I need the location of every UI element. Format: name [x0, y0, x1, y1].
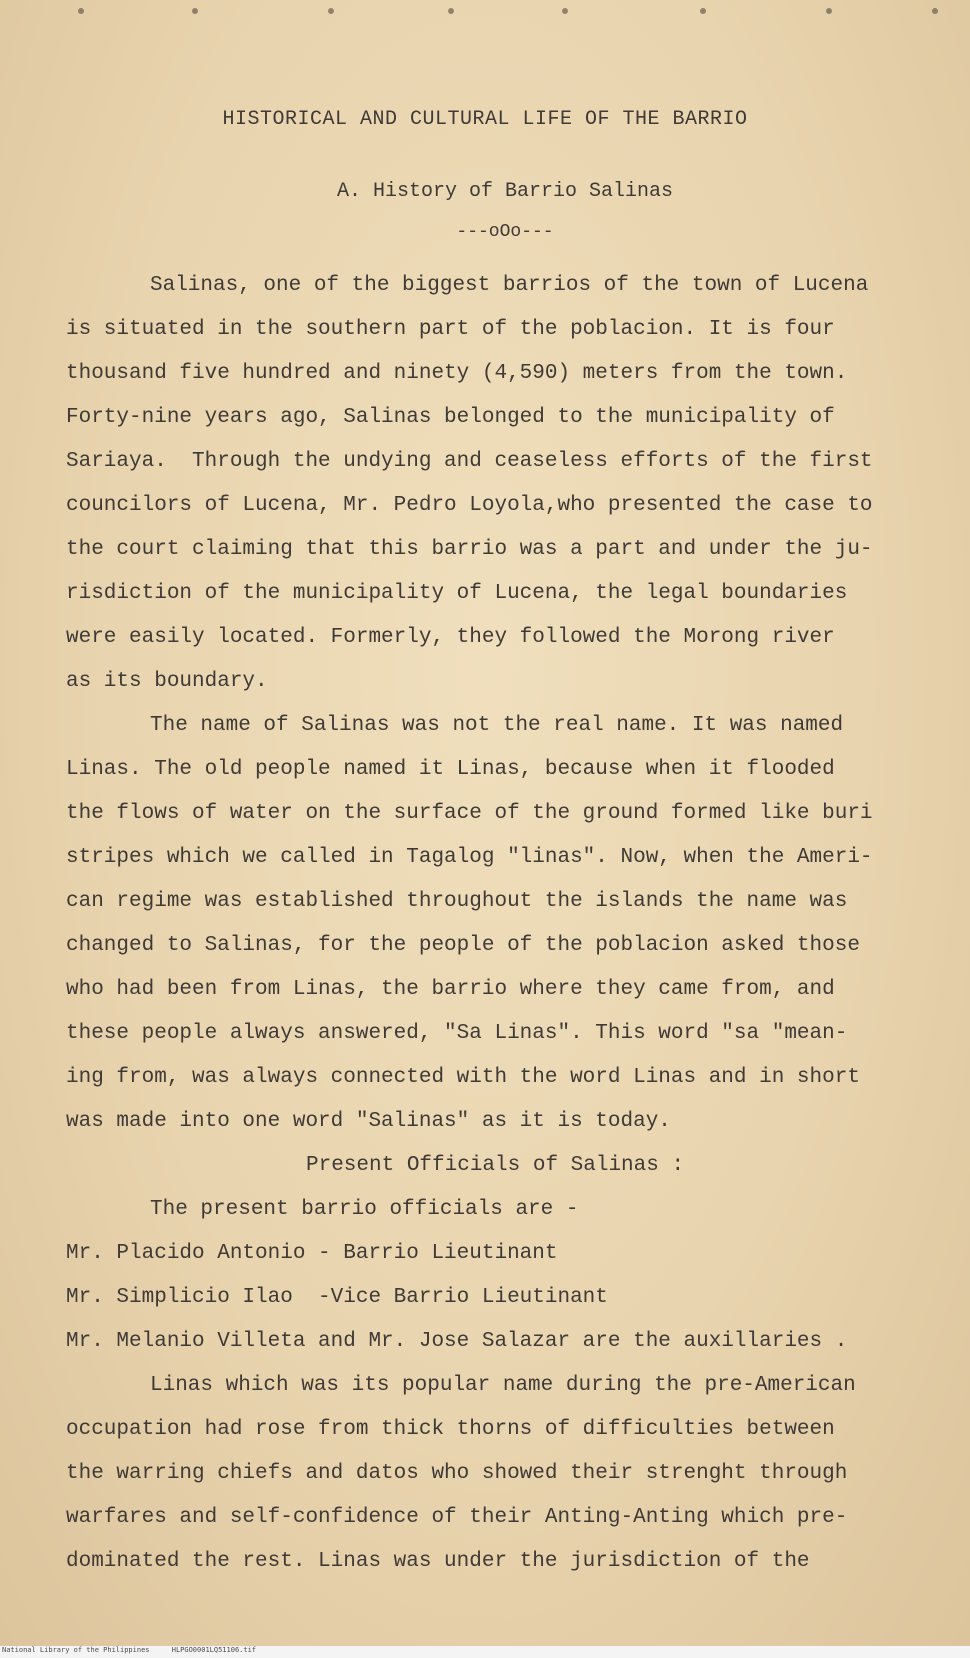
text-line: the court claiming that this barrio was a part and under the ju- — [66, 538, 873, 561]
document-body — [66, 264, 926, 1584]
text-line: these people always answered, "Sa Linas". This word "sa "mean- — [66, 1022, 848, 1045]
text-line: the flows of water on the surface of the ground formed like buri — [66, 802, 873, 825]
tack-mark — [78, 8, 84, 14]
text-line: can regime was established throughout the islands the name was — [66, 890, 848, 913]
official-entry: Mr. Melanio Villeta and Mr. Jose Salazar are the auxillaries . — [66, 1330, 848, 1353]
text-line: Linas. The old people named it Linas, because when it flooded — [66, 758, 835, 781]
tack-mark — [192, 8, 198, 14]
tack-mark — [932, 8, 938, 14]
tack-mark — [448, 8, 454, 14]
text-line: who had been from Linas, the barrio where they came from, and — [66, 978, 835, 1001]
official-entry: Mr. Simplicio Ilao -Vice Barrio Lieutinant — [66, 1286, 608, 1309]
text-line: Sariaya. Through the undying and ceaseless efforts of the first — [66, 450, 873, 473]
text-line: Forty-nine years ago, Salinas belonged to the municipality of — [66, 406, 835, 429]
text-line: ing from, was always connected with the word Linas and in short — [66, 1066, 860, 1089]
top-edge-marks — [0, 6, 970, 24]
library-credit: National Library of the Philippines — [2, 1646, 150, 1654]
official-entry: Mr. Placido Antonio - Barrio Lieutinant — [66, 1242, 558, 1265]
document-title: HISTORICAL AND CULTURAL LIFE OF THE BARRIO — [222, 108, 748, 131]
scan-footer — [2, 1646, 962, 1656]
text-line: was made into one word "Salinas" as it is today. — [66, 1110, 671, 1133]
text-line: Linas which was its popular name during the pre-American — [150, 1374, 856, 1397]
text-line: the warring chiefs and datos who showed their strenght through — [66, 1462, 848, 1485]
tack-mark — [700, 8, 706, 14]
text-line: occupation had rose from thick thorns of difficulties between — [66, 1418, 835, 1441]
tack-mark — [562, 8, 568, 14]
text-line: The name of Salinas was not the real name. It was named — [150, 714, 844, 737]
text-line: as its boundary. — [66, 670, 268, 693]
text-line: warfares and self-confidence of their Anting-Anting which pre- — [66, 1506, 848, 1529]
text-line: The present barrio officials are - — [150, 1198, 579, 1221]
text-line: stripes which we called in Tagalog "linas". Now, when the Ameri- — [66, 846, 873, 869]
text-line: thousand five hundred and ninety (4,590) meters from the town. — [66, 362, 848, 385]
text-line: were easily located. Formerly, they followed the Morong river — [66, 626, 835, 649]
file-identifier: HLPGO0001LQ51106.tif — [171, 1646, 257, 1654]
text-line: changed to Salinas, for the people of the poblacion asked those — [66, 934, 860, 957]
text-line: dominated the rest. Linas was under the jurisdiction of the — [66, 1550, 810, 1573]
section-subtitle: A. History of Barrio Salinas — [336, 180, 674, 203]
officials-heading: Present Officials of Salinas : — [306, 1154, 685, 1177]
text-line: is situated in the southern part of the poblacion. It is four — [66, 318, 835, 341]
separator-ornament: ---oOo--- — [456, 222, 554, 242]
tack-mark — [328, 8, 334, 14]
text-line: Salinas, one of the biggest barrios of the town of Lucena — [150, 274, 869, 297]
tack-mark — [826, 8, 832, 14]
text-line: risdiction of the municipality of Lucena, the legal boundaries — [66, 582, 848, 605]
text-line: councilors of Lucena, Mr. Pedro Loyola,who presented the case to — [66, 494, 873, 517]
